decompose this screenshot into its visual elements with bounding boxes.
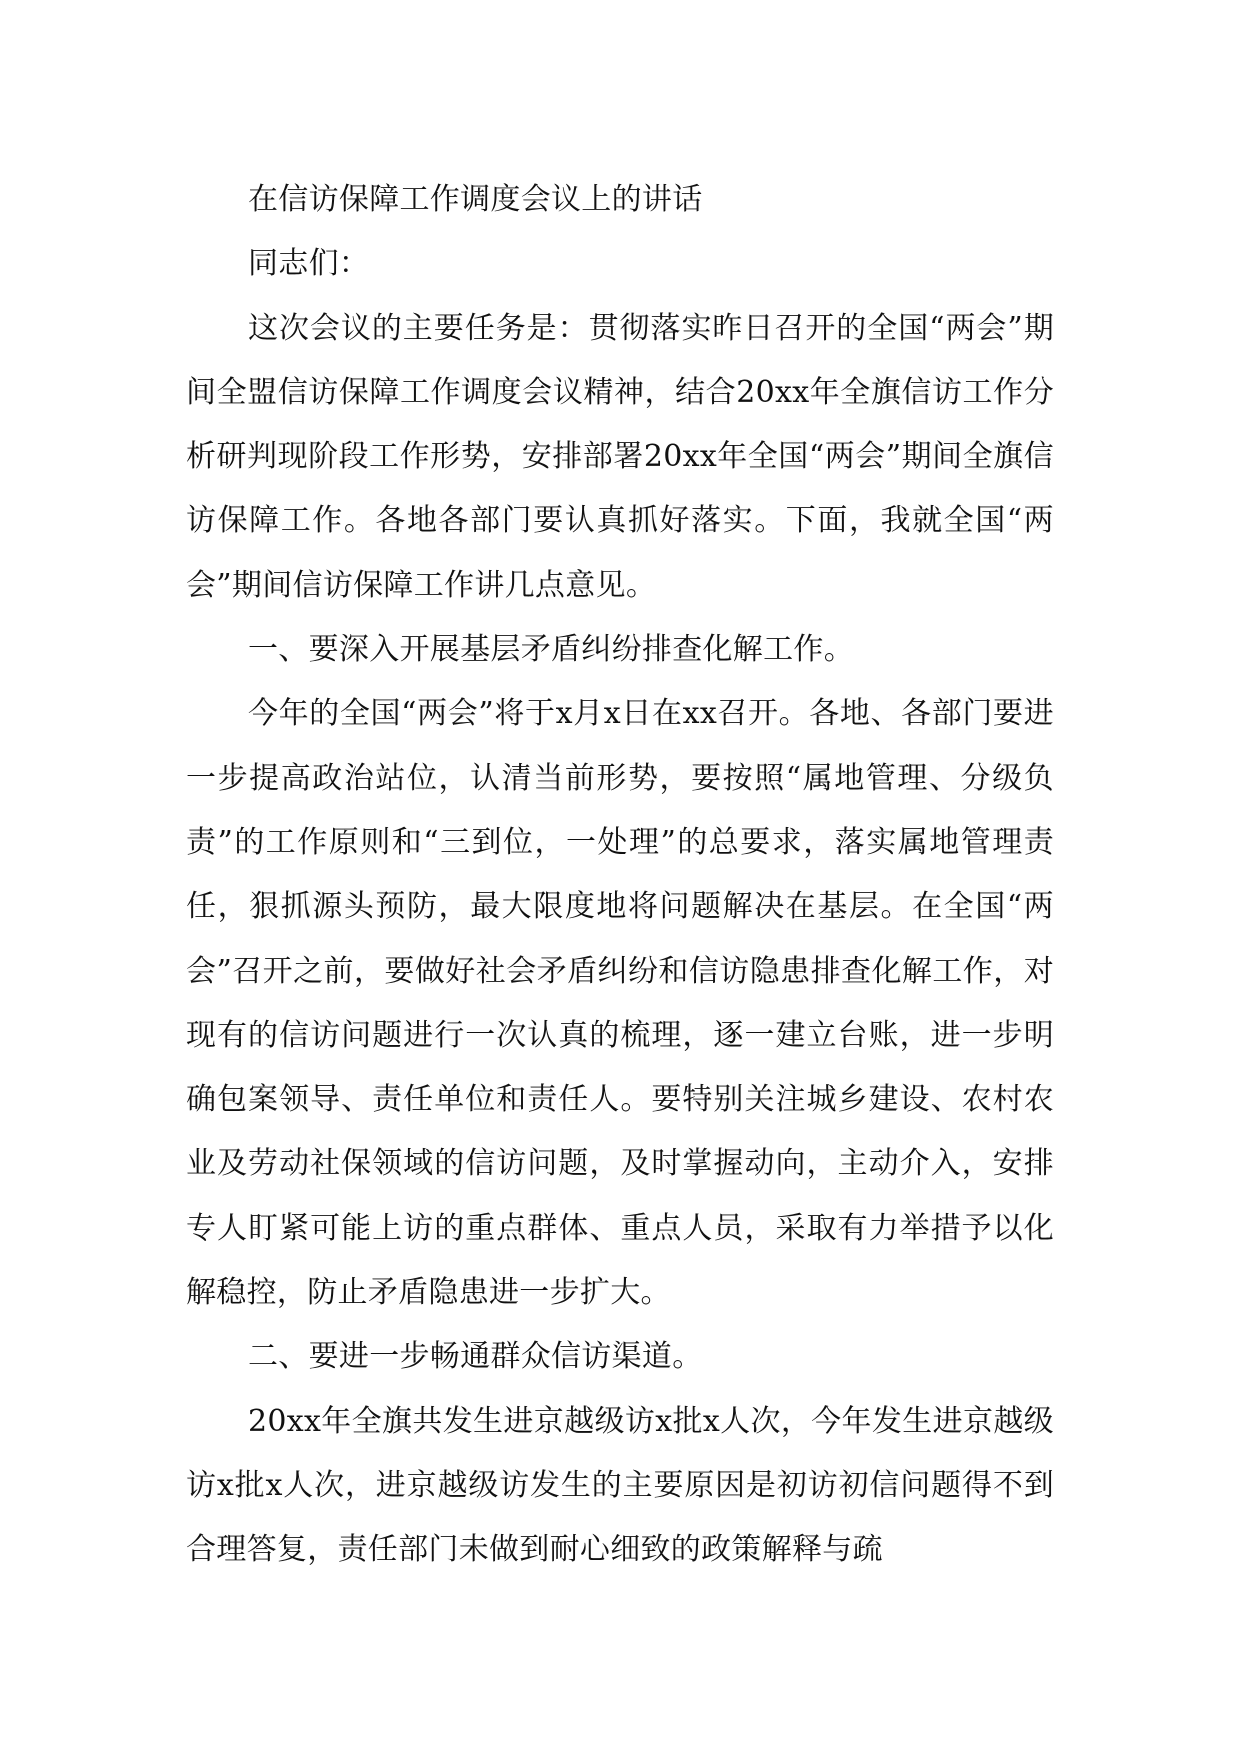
paragraph-section-2: 20xx年全旗共发生进京越级访x批x人次，今年发生进京越级访x批x人次，进京越级访发生的主要原因是初访初信问题得不到合理答复，责任部门未做到耐心细致的政策解释与疏 <box>186 1403 1054 1568</box>
section-heading-2: 二、要进一步畅通群众信访渠道。 <box>248 1339 703 1375</box>
document-title: 在信访保障工作调度会议上的讲话 <box>248 182 703 217</box>
paragraph-section-1: 今年的全国“两会”将于x月x日在xx召开。各地、各部门要进一步提高政治站位，认清当前形势，要按照“属地管理、分级负责”的工作原则和“三到位，一处理”的总要求，落实属地管理责任，狠抓源头预防，最大限度地将问题解决在基层。在全国“两会”召开之前，要做好社会矛盾纠纷和信访隐患排查化解工作，对现有的信访问题进行一次认真的梳理，逐一建立台账，进一步明确包案领导、责任单位和责任人。要特别关注城乡建设、农村农业及劳动社保领域的信访问题，及时掌握动向，主动介入，安排专人盯紧可能上访的重点群体、重点人员，采取有力举措予以化解稳控，防止矛盾隐患进一步扩大。 <box>186 696 1054 1311</box>
section-heading-1: 一、要深入开展基层矛盾纠纷排查化解工作。 <box>248 632 854 668</box>
paragraph-intro: 这次会议的主要任务是：贯彻落实昨日召开的全国“两会”期间全盟信访保障工作调度会议精神，结合20xx年全旗信访工作分析研判现阶段工作形势，安排部署20xx年全国“两会”期间全旗信访保障工作。各地各部门要认真抓好落实。下面，我就全国“两会”期间信访保障工作讲几点意见。 <box>186 310 1054 603</box>
document-body <box>186 168 1054 1583</box>
salutation: 同志们： <box>248 246 370 282</box>
